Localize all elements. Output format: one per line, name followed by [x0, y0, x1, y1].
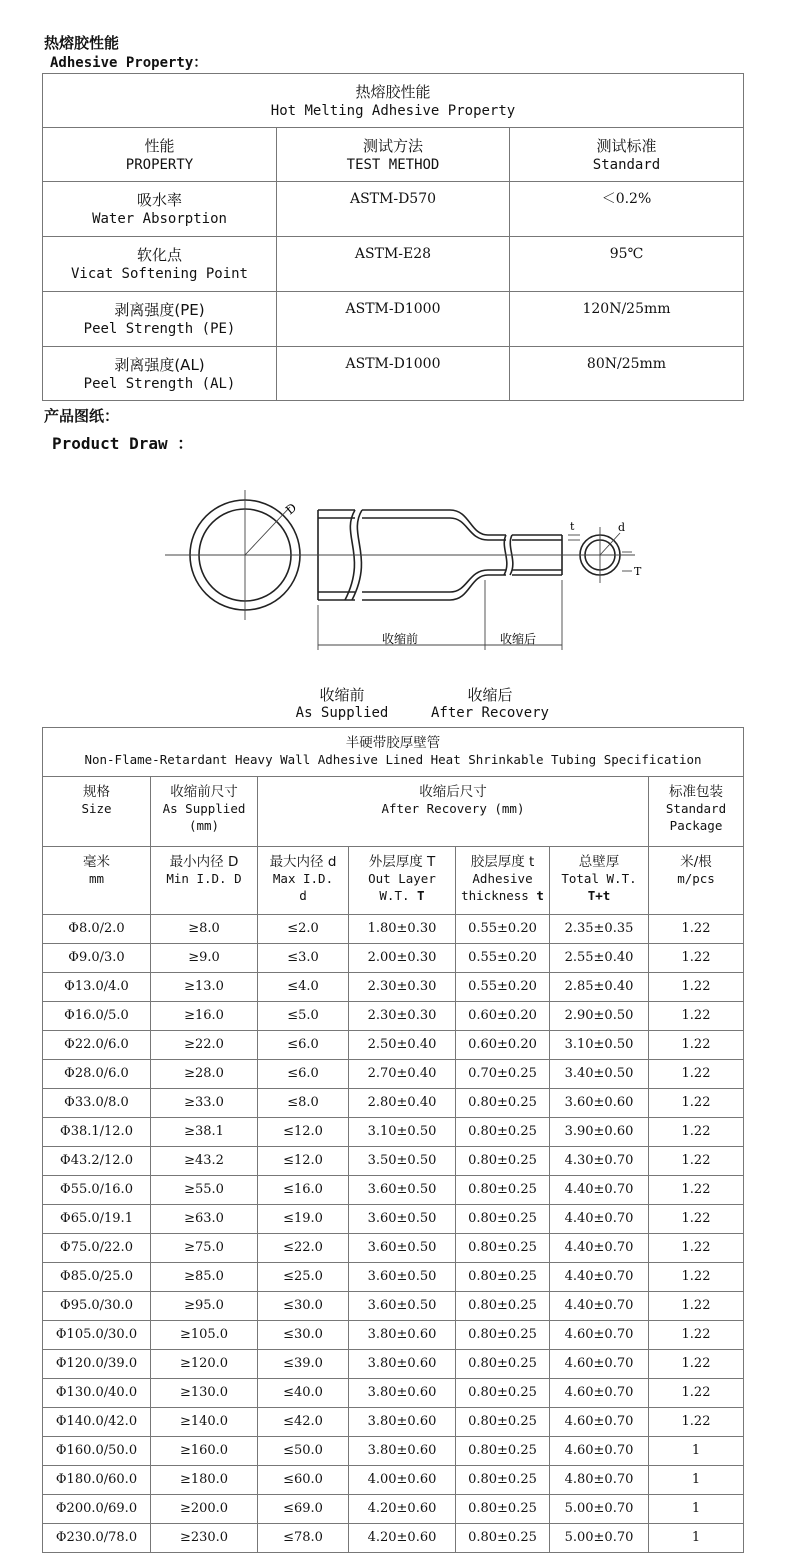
table-cell: 2.85±0.40 [550, 973, 649, 1002]
table-cell: 3.60±0.50 [349, 1263, 456, 1292]
table-cell: ≥120.0 [151, 1350, 258, 1379]
table-row: 软化点 Vicat Softening Point ASTM-E28 95℃ [43, 237, 744, 292]
table-cell: ≤5.0 [258, 1002, 349, 1031]
table-cell: 2.55±0.40 [550, 944, 649, 973]
table-cell: ≥43.2 [151, 1147, 258, 1176]
table-cell: ≥9.0 [151, 944, 258, 973]
table-cell: Φ13.0/4.0 [43, 973, 151, 1002]
table-cell: 1.22 [649, 1321, 744, 1350]
table-cell: 2.35±0.35 [550, 915, 649, 944]
table-cell: ≤40.0 [258, 1379, 349, 1408]
table-cell: ≤12.0 [258, 1147, 349, 1176]
label-T: T [634, 565, 642, 578]
table-cell: 3.60±0.50 [349, 1234, 456, 1263]
table-cell: 2.30±0.30 [349, 973, 456, 1002]
table-cell: ≥200.0 [151, 1495, 258, 1524]
spec-table-caption: 半硬带胶厚壁管 Non-Flame-Retardant Heavy Wall Adhesive Lined Heat Shrinkable Tubing Specification [43, 728, 744, 777]
section-title-en: Adhesive Property： [50, 55, 208, 71]
header-out-layer: 外层厚度 T Out Layer W.T. T [349, 847, 456, 915]
table-cell: Φ28.0/6.0 [43, 1060, 151, 1089]
table-cell: ≥28.0 [151, 1060, 258, 1089]
table-cell: ≥75.0 [151, 1234, 258, 1263]
table-cell: ≤6.0 [258, 1060, 349, 1089]
table-cell: 2.00±0.30 [349, 944, 456, 973]
table-cell: ≤39.0 [258, 1350, 349, 1379]
table-cell: 4.80±0.70 [550, 1466, 649, 1495]
table-cell: 1.22 [649, 1408, 744, 1437]
table-cell: 3.60±0.50 [349, 1205, 456, 1234]
table-cell: Φ160.0/50.0 [43, 1437, 151, 1466]
table-row: 剥离强度(PE) Peel Strength (PE) ASTM-D1000 120N/25mm [43, 292, 744, 347]
table-row [43, 915, 744, 944]
table-cell: Φ38.1/12.0 [43, 1118, 151, 1147]
table-row [43, 1147, 744, 1176]
table-cell: ≥22.0 [151, 1031, 258, 1060]
table-cell: 2.90±0.50 [550, 1002, 649, 1031]
table-cell: 1.22 [649, 1089, 744, 1118]
header-package: 标准包装 Standard Package [649, 777, 744, 847]
table-cell: 1.22 [649, 1263, 744, 1292]
table-cell: 3.10±0.50 [550, 1031, 649, 1060]
header-after-recovery: 收缩后尺寸 After Recovery (mm) [258, 777, 649, 847]
table-cell: 0.60±0.20 [456, 1031, 550, 1060]
table-row [43, 1292, 744, 1321]
spec-sub-header-row [43, 847, 744, 915]
table-cell: 0.55±0.20 [456, 973, 550, 1002]
spec-group-header-row [43, 777, 744, 847]
table-cell: 1.22 [649, 1031, 744, 1060]
table-cell: Φ43.2/12.0 [43, 1147, 151, 1176]
section-title-zh: 热熔胶性能 [44, 34, 120, 52]
table-cell: 0.80±0.25 [456, 1524, 550, 1553]
table-cell: 0.80±0.25 [456, 1234, 550, 1263]
table-cell: 4.40±0.70 [550, 1234, 649, 1263]
table-cell: ≤16.0 [258, 1176, 349, 1205]
dim-before-label: 收缩前 [382, 632, 419, 646]
table-cell: ≤3.0 [258, 944, 349, 973]
table-cell: 3.80±0.60 [349, 1321, 456, 1350]
table-row: 剥离强度(AL) Peel Strength (AL) ASTM-D1000 80N/25mm [43, 347, 744, 401]
spec-table-body [43, 915, 744, 1553]
header-total-wt: 总壁厚 Total W.T. T+t [550, 847, 649, 915]
table-row [43, 1234, 744, 1263]
table-cell: ≥95.0 [151, 1292, 258, 1321]
table-cell: ≤12.0 [258, 1118, 349, 1147]
table-cell: ≤19.0 [258, 1205, 349, 1234]
table-row [43, 973, 744, 1002]
table-cell: ≤42.0 [258, 1408, 349, 1437]
caption-zh: 热熔胶性能 [355, 83, 431, 101]
table-cell: ≥105.0 [151, 1321, 258, 1350]
table-cell: 0.80±0.25 [456, 1466, 550, 1495]
table-cell: 3.80±0.60 [349, 1379, 456, 1408]
table-row [43, 1437, 744, 1466]
table-cell: ≤2.0 [258, 915, 349, 944]
table-cell: 0.80±0.25 [456, 1350, 550, 1379]
table-cell: 0.80±0.25 [456, 1379, 550, 1408]
table-cell: 0.80±0.25 [456, 1437, 550, 1466]
table-cell: ≤6.0 [258, 1031, 349, 1060]
table-row [43, 1350, 744, 1379]
table-cell: 3.60±0.60 [550, 1089, 649, 1118]
tubing-drawing [150, 475, 650, 685]
table-cell: Φ85.0/25.0 [43, 1263, 151, 1292]
table-cell: ≥8.0 [151, 915, 258, 944]
table-row [43, 1524, 744, 1553]
table-cell: ≥55.0 [151, 1176, 258, 1205]
table-cell: 1.22 [649, 1176, 744, 1205]
table-row [43, 1321, 744, 1350]
table-cell: Φ9.0/3.0 [43, 944, 151, 973]
product-draw-title-en: Product Draw ： [52, 434, 194, 453]
table-cell: 2.50±0.40 [349, 1031, 456, 1060]
table-cell: Φ130.0/40.0 [43, 1379, 151, 1408]
table-cell: ≥63.0 [151, 1205, 258, 1234]
table-cell: 0.80±0.25 [456, 1089, 550, 1118]
table-cell: ≤30.0 [258, 1292, 349, 1321]
table-cell: 0.70±0.25 [456, 1060, 550, 1089]
caption-as-supplied: 收缩前 As Supplied [295, 686, 389, 721]
table-cell: Φ120.0/39.0 [43, 1350, 151, 1379]
table-cell: 0.80±0.25 [456, 1118, 550, 1147]
table-cell: 4.40±0.70 [550, 1205, 649, 1234]
table-row: 吸水率 Water Absorption ASTM-D570 ＜0.2% [43, 182, 744, 237]
table-cell: 0.80±0.25 [456, 1147, 550, 1176]
table-cell: 3.50±0.50 [349, 1147, 456, 1176]
table-cell: ≥140.0 [151, 1408, 258, 1437]
table-cell: 1 [649, 1524, 744, 1553]
label-t: t [570, 520, 575, 533]
tubing-spec-table [42, 727, 744, 1553]
table-row [43, 1408, 744, 1437]
header-max-id: 最大内径 d Max I.D. d [258, 847, 349, 915]
table-cell: Φ65.0/19.1 [43, 1205, 151, 1234]
table-cell: 0.80±0.25 [456, 1263, 550, 1292]
table-cell: Φ33.0/8.0 [43, 1089, 151, 1118]
table-cell: 5.00±0.70 [550, 1524, 649, 1553]
table-row [43, 1089, 744, 1118]
table-cell: 0.80±0.25 [456, 1176, 550, 1205]
table-cell: 1.22 [649, 1379, 744, 1408]
table-cell: 4.40±0.70 [550, 1263, 649, 1292]
table-cell: 3.40±0.50 [550, 1060, 649, 1089]
table-cell: 1.22 [649, 1205, 744, 1234]
header-size: 规格 Size [43, 777, 151, 847]
table-cell: ≥85.0 [151, 1263, 258, 1292]
table-cell: 4.60±0.70 [550, 1408, 649, 1437]
table-cell: ≤78.0 [258, 1524, 349, 1553]
table-cell: 1.22 [649, 1002, 744, 1031]
table-cell: 4.30±0.70 [550, 1147, 649, 1176]
table-cell: ≥130.0 [151, 1379, 258, 1408]
adhesive-property-table [42, 73, 744, 401]
header-adhesive: 胶层厚度 t Adhesive thickness t [456, 847, 550, 915]
table-row [43, 1495, 744, 1524]
table-cell: 4.40±0.70 [550, 1176, 649, 1205]
table-cell: ≥230.0 [151, 1524, 258, 1553]
label-D: D [282, 500, 300, 518]
product-draw-title-zh: 产品图纸： [44, 407, 120, 425]
table-row [43, 1060, 744, 1089]
table-cell: ≤4.0 [258, 973, 349, 1002]
table-cell: 1 [649, 1495, 744, 1524]
table-cell: ≤8.0 [258, 1089, 349, 1118]
table-row [43, 1379, 744, 1408]
table-cell: 1.22 [649, 1350, 744, 1379]
table-cell: 2.30±0.30 [349, 1002, 456, 1031]
table-cell: 3.60±0.50 [349, 1292, 456, 1321]
table-cell: Φ16.0/5.0 [43, 1002, 151, 1031]
table-cell: 4.60±0.70 [550, 1379, 649, 1408]
table-row [43, 1466, 744, 1495]
table-cell: 1 [649, 1437, 744, 1466]
table-cell: 2.70±0.40 [349, 1060, 456, 1089]
table-cell: ≤50.0 [258, 1437, 349, 1466]
table-cell: 4.40±0.70 [550, 1292, 649, 1321]
table-cell: ≥33.0 [151, 1089, 258, 1118]
table-cell: Φ105.0/30.0 [43, 1321, 151, 1350]
table-cell: ≤30.0 [258, 1321, 349, 1350]
table-cell: ≥180.0 [151, 1466, 258, 1495]
table-cell: Φ55.0/16.0 [43, 1176, 151, 1205]
caption-en: Hot Melting Adhesive Property [270, 103, 516, 120]
table-cell: Φ200.0/69.0 [43, 1495, 151, 1524]
table-cell: ≤69.0 [258, 1495, 349, 1524]
table-cell: 3.80±0.60 [349, 1437, 456, 1466]
table-cell: 0.80±0.25 [456, 1408, 550, 1437]
table-cell: 0.80±0.25 [456, 1495, 550, 1524]
table-cell: 1.22 [649, 1060, 744, 1089]
header-test-method: 测试方法 TEST METHOD [277, 128, 510, 182]
table-cell: ≥38.1 [151, 1118, 258, 1147]
table-row [43, 1176, 744, 1205]
table-cell: 4.60±0.70 [550, 1437, 649, 1466]
table-cell: 0.80±0.25 [456, 1292, 550, 1321]
table-cell: Φ95.0/30.0 [43, 1292, 151, 1321]
table-cell: 3.10±0.50 [349, 1118, 456, 1147]
table-cell: 4.60±0.70 [550, 1321, 649, 1350]
table-cell: ≥13.0 [151, 973, 258, 1002]
header-property: 性能 PROPERTY [43, 128, 277, 182]
table-cell: 3.80±0.60 [349, 1350, 456, 1379]
caption-after-recovery: 收缩后 After Recovery [430, 686, 549, 721]
header-mm: 毫米 mm [43, 847, 151, 915]
table-cell: 4.20±0.60 [349, 1524, 456, 1553]
table-row [43, 944, 744, 973]
table-cell: 1.22 [649, 944, 744, 973]
table-cell: 1.22 [649, 915, 744, 944]
table-cell: 0.55±0.20 [456, 915, 550, 944]
table-cell: 3.60±0.50 [349, 1176, 456, 1205]
table-cell: 1.22 [649, 1234, 744, 1263]
table-cell: ≤22.0 [258, 1234, 349, 1263]
table-cell: ≤60.0 [258, 1466, 349, 1495]
table-cell: 1.22 [649, 973, 744, 1002]
table-cell: ≤25.0 [258, 1263, 349, 1292]
table-cell: 0.60±0.20 [456, 1002, 550, 1031]
adhesive-table-caption [43, 74, 744, 128]
dim-after-label: 收缩后 [500, 632, 537, 646]
header-as-supplied: 收缩前尺寸 As Supplied (mm) [151, 777, 258, 847]
table-cell: 1.22 [649, 1118, 744, 1147]
table-cell: 1 [649, 1466, 744, 1495]
table-cell: 1.80±0.30 [349, 915, 456, 944]
table-cell: 4.20±0.60 [349, 1495, 456, 1524]
table-cell: 3.80±0.60 [349, 1408, 456, 1437]
table-cell: 4.60±0.70 [550, 1350, 649, 1379]
header-standard: 测试标准 Standard [510, 128, 744, 182]
table-cell: Φ75.0/22.0 [43, 1234, 151, 1263]
table-cell: Φ230.0/78.0 [43, 1524, 151, 1553]
table-cell: 1.22 [649, 1292, 744, 1321]
adhesive-header-row [43, 128, 744, 182]
header-m-pcs: 米/根 m/pcs [649, 847, 744, 915]
table-row [43, 1263, 744, 1292]
table-cell: ≥160.0 [151, 1437, 258, 1466]
table-cell: 3.90±0.60 [550, 1118, 649, 1147]
table-row [43, 1002, 744, 1031]
table-cell: 0.55±0.20 [456, 944, 550, 973]
table-cell: Φ140.0/42.0 [43, 1408, 151, 1437]
header-min-id: 最小内径 D Min I.D. D [151, 847, 258, 915]
table-cell: 5.00±0.70 [550, 1495, 649, 1524]
table-cell: 4.00±0.60 [349, 1466, 456, 1495]
table-row [43, 1205, 744, 1234]
table-cell: 0.80±0.25 [456, 1205, 550, 1234]
table-cell: 2.80±0.40 [349, 1089, 456, 1118]
table-cell: Φ22.0/6.0 [43, 1031, 151, 1060]
table-row [43, 1031, 744, 1060]
table-cell: Φ8.0/2.0 [43, 915, 151, 944]
table-row [43, 1118, 744, 1147]
table-cell: Φ180.0/60.0 [43, 1466, 151, 1495]
table-cell: ≥16.0 [151, 1002, 258, 1031]
table-cell: 0.80±0.25 [456, 1321, 550, 1350]
label-d: d [618, 521, 626, 534]
table-cell: 1.22 [649, 1147, 744, 1176]
